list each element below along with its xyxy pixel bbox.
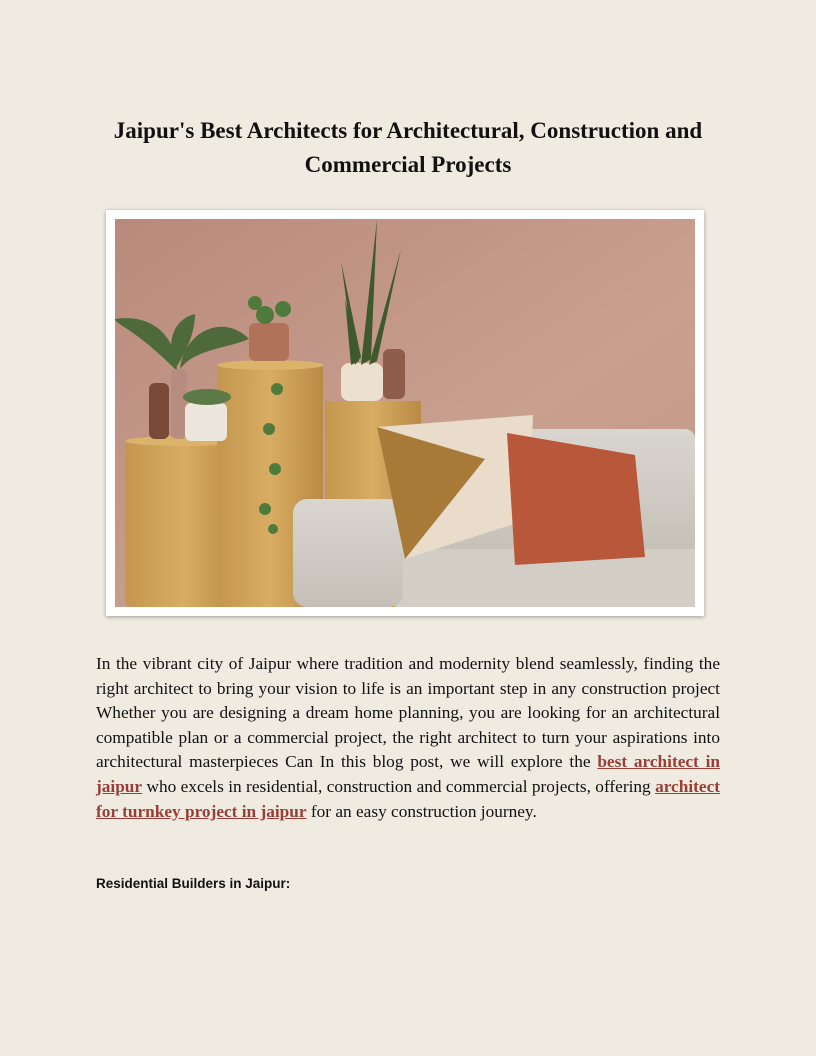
vase-brown-right (383, 349, 405, 399)
intro-text-1: In the vibrant city of Jaipur where tradition and modernity blend seamlessly, finding the right architect to bring your vision to life is an important step in any construction project Whether you are designing a dream home planning, you are looking for an architectural compatible plan or a commercial project, the right architect to turn your aspirations into architectural masterpieces Can In this blog post, we will explore the (96, 654, 720, 772)
succulent-plant (183, 389, 231, 405)
pot-white-small (185, 403, 227, 441)
section-heading: Residential Builders in Jaipur: (96, 876, 291, 891)
pot-white-big (341, 363, 383, 401)
sofa-arm (293, 499, 403, 607)
turnkey-architect-link[interactable]: architect for turnkey project in jaipur (96, 776, 720, 821)
living-room-photo (106, 210, 704, 616)
page-title: Jaipur's Best Architects for Architectural, Construction and Commercial Projects (113, 118, 703, 177)
intro-paragraph (96, 652, 720, 824)
intro-text-3: for an easy construction journey. (306, 801, 537, 821)
vase-glass (171, 369, 187, 439)
intro-text-2: who excels in residential, construction and commercial projects, offering (142, 776, 656, 796)
pot-terracotta (249, 323, 289, 361)
best-architect-link[interactable]: best architect in jaipur (96, 752, 720, 796)
vase-brown-left (149, 383, 169, 439)
